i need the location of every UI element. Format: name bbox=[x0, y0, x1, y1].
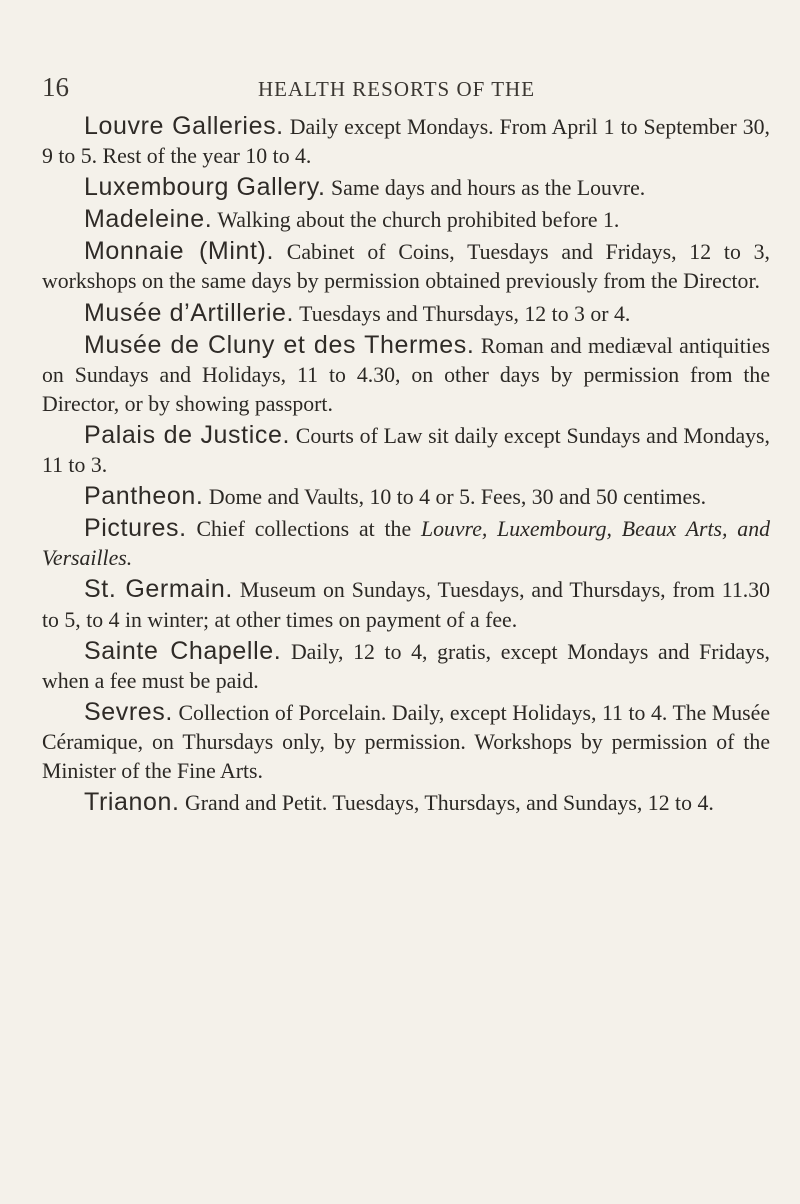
entry-title: Monnaie (Mint). bbox=[84, 237, 275, 266]
entry-text: Roman and mediæval antiquities on Sundays and Holidays, 11 to 4.30, on other days by permission from the Director, or by showing passport. bbox=[42, 333, 770, 416]
entry-title: Musée d’Artillerie. bbox=[84, 298, 295, 327]
entry-text: Dome and Vaults, 10 to 4 or 5. Fees, 30 and 50 centimes. bbox=[203, 485, 707, 510]
entry-pantheon bbox=[42, 482, 770, 512]
entry-luxembourg-gallery bbox=[42, 173, 770, 203]
entry-text: Daily, 12 to 4, gratis, except Mondays and Fridays, when a fee must be paid. bbox=[42, 639, 771, 693]
entry-text: Walking about the church prohibited before 1. bbox=[212, 208, 620, 233]
entry-trianon bbox=[42, 788, 770, 818]
entry-text: Cabinet of Coins, Tuesdays and Fridays, 12 to 3, workshops on the same days by permission obtained previously from the Director. bbox=[42, 240, 770, 294]
entry-monnaie bbox=[42, 237, 770, 296]
entry-text: Daily except Mondays. From April 1 to September 30, 9 to 5. Rest of the year 10 to 4. bbox=[42, 115, 770, 169]
entry-text: Tuesdays and Thursdays, 12 to 3 or 4. bbox=[294, 301, 631, 326]
entry-title: Trianon. bbox=[84, 788, 180, 817]
entry-musee-cluny bbox=[42, 331, 770, 419]
entry-text: Collection of Porcelain. Daily, except Holidays, 11 to 4. The Musée Céramique, on Thursdays only, by permission. Workshops by permission of the Minister of the Fine Arts. bbox=[42, 700, 770, 783]
entry-italic-text: Louvre, Luxembourg, Beaux Arts, and Versailles. bbox=[42, 517, 770, 571]
entry-title: Pantheon. bbox=[84, 482, 204, 511]
entry-musee-artillerie bbox=[42, 299, 770, 329]
entry-sainte-chapelle bbox=[42, 637, 770, 696]
running-head: HEALTH RESORTS OF THE bbox=[258, 77, 536, 101]
entry-title: Madeleine. bbox=[84, 205, 213, 234]
entry-sevres bbox=[42, 698, 770, 786]
entry-text: Grand and Petit. Tuesdays, Thursdays, and Sundays, 12 to 4. bbox=[179, 791, 714, 816]
entry-title: Sevres. bbox=[84, 697, 173, 726]
entry-text: Museum on Sundays, Tuesdays, and Thursdays, from 11.30 to 5, to 4 in winter; at other times on payment of a fee. bbox=[42, 578, 770, 632]
entry-title: Pictures. bbox=[84, 514, 187, 543]
entry-title: Musée de Cluny et des Thermes. bbox=[84, 330, 475, 359]
entry-louvre-galleries bbox=[42, 112, 770, 171]
entry-title: Palais de Justice. bbox=[84, 420, 290, 449]
entry-title: Sainte Chapelle. bbox=[84, 636, 282, 665]
entries-list bbox=[42, 112, 770, 820]
entry-title: Louvre Galleries. bbox=[84, 112, 284, 140]
entry-pictures bbox=[42, 514, 770, 573]
entry-st-germain bbox=[42, 575, 770, 634]
page-number: 16 bbox=[42, 72, 69, 102]
entry-madeleine bbox=[42, 205, 770, 235]
entry-title: Luxembourg Gallery. bbox=[84, 173, 326, 202]
entry-text: Chief collections at the bbox=[186, 517, 421, 542]
entry-title: St. Germain. bbox=[84, 575, 233, 604]
entry-palais-justice bbox=[42, 421, 770, 480]
entry-text: Courts of Law sit daily except Sundays and Mondays, 11 to 3. bbox=[42, 423, 770, 478]
entry-text: Same days and hours as the Louvre. bbox=[325, 176, 646, 201]
